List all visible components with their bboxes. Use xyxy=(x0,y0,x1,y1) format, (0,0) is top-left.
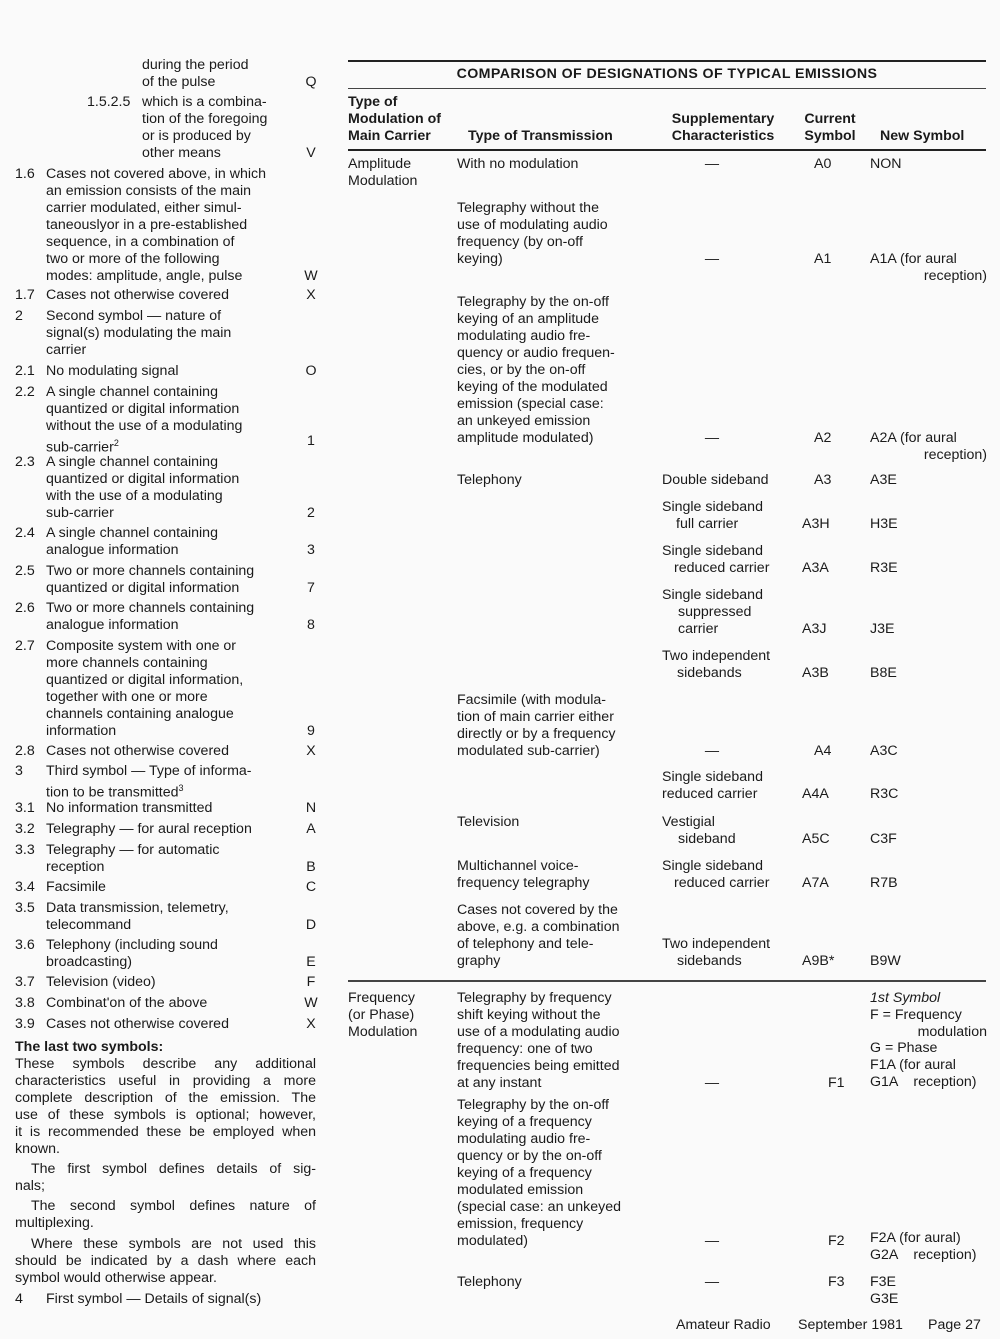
item-text-line: which is a combina- xyxy=(142,94,267,110)
paragraph-line: symbol would otherwise appear. xyxy=(15,1270,217,1286)
current-symbol: A3H xyxy=(802,516,830,532)
header-new: New Symbol xyxy=(880,128,965,144)
new-symbol: NON xyxy=(870,156,902,172)
current-symbol: A3J xyxy=(802,621,827,637)
item-number: 4 xyxy=(15,1291,23,1307)
paragraph-line: Where these symbols are not used this xyxy=(31,1236,316,1252)
transmission-line: keying of an amplitude xyxy=(457,311,599,327)
transmission-line: graphy xyxy=(457,953,501,969)
item-symbol: A xyxy=(306,821,316,837)
item-number: 3.2 xyxy=(15,821,35,837)
item-text-line: tion of the foregoing xyxy=(142,111,268,127)
transmission-line: directly or by a frequency xyxy=(457,726,616,742)
supplementary-line: Double sideband xyxy=(662,472,769,488)
item-number: 1.7 xyxy=(15,287,35,303)
item-symbol: 1 xyxy=(307,433,315,449)
modulation-label: Modulation xyxy=(348,1024,418,1040)
paragraph-line: nals; xyxy=(15,1178,45,1194)
item-text-line: Cases not otherwise covered xyxy=(46,743,229,759)
supplementary-line: Single sideband xyxy=(662,587,763,603)
paragraph-line: use of these symbols is optional; however, xyxy=(15,1107,316,1123)
item-text-line: Two or more channels containing xyxy=(46,600,255,616)
item-symbol: 7 xyxy=(307,580,315,596)
item-symbol: E xyxy=(306,954,316,970)
new-symbol: A3E xyxy=(870,472,897,488)
current-symbol: F2 xyxy=(828,1233,845,1249)
supplementary-line: sidebands xyxy=(677,665,742,681)
supplementary-line: reduced carrier xyxy=(674,560,770,576)
transmission-line: cies, or by the on-off xyxy=(457,362,586,378)
header-modulation: Type of xyxy=(348,94,398,110)
item-symbol: X xyxy=(306,1016,316,1032)
item-number: 3.6 xyxy=(15,937,35,953)
item-text-line: quantized or digital information xyxy=(46,580,240,596)
paragraph-line: multiplexing. xyxy=(15,1215,94,1231)
item-number: 2.4 xyxy=(15,525,35,541)
current-symbol: A3A xyxy=(802,560,829,576)
transmission-line: frequencies being emitted xyxy=(457,1058,620,1074)
item-text-line: Cases not covered above, in which xyxy=(46,166,267,182)
transmission-line: frequency telegraphy xyxy=(457,875,590,891)
item-number: 3.1 xyxy=(15,800,35,816)
supplementary-line: — xyxy=(704,251,720,267)
item-text-line: analogue information xyxy=(46,542,179,558)
paragraph-line: These symbols describe any additional xyxy=(15,1056,316,1072)
item-text-line: without the use of a modulating xyxy=(46,418,243,434)
supplementary-line: Single sideband xyxy=(662,858,763,874)
header-supplementary: Characteristics xyxy=(671,128,775,144)
current-symbol: A2 xyxy=(814,430,832,446)
item-number: 3.8 xyxy=(15,995,35,1011)
transmission-line: With no modulation xyxy=(457,156,579,172)
item-text-line: Telephony (including sound xyxy=(46,937,218,953)
paragraph-line: should be indicated by a dash where each xyxy=(15,1253,316,1269)
item-symbol: 2 xyxy=(307,505,315,521)
current-symbol: A0 xyxy=(814,156,832,172)
item-text-line: Facsimile xyxy=(46,879,106,895)
item-symbol: Q xyxy=(305,74,317,90)
item-text-line: of the pulse xyxy=(142,74,216,90)
item-text-line: carrier modulated, either simul- xyxy=(46,200,242,216)
supplementary-line: sideband xyxy=(678,831,736,847)
item-text-line: telecommand xyxy=(46,917,132,933)
paragraph-line: The first symbol defines details of sig- xyxy=(31,1161,316,1177)
new-symbol: reception) xyxy=(923,447,987,463)
paragraph-line: complete description of the emission. The xyxy=(15,1090,316,1106)
note-heading: 1st Symbol xyxy=(870,990,941,1006)
item-symbol: N xyxy=(305,800,317,816)
item-symbol: W xyxy=(304,995,318,1011)
item-text-line: modes: amplitude, angle, pulse xyxy=(46,268,243,284)
transmission-line: quency or by the on-off xyxy=(457,1148,602,1164)
note-line: F = Frequency xyxy=(870,1007,962,1023)
transmission-line: Television xyxy=(457,814,520,830)
item-number: 3.7 xyxy=(15,974,35,990)
item-text: tion to be transmitted xyxy=(46,784,179,801)
item-number: 2.3 xyxy=(15,454,35,470)
footer-date: September 1981 xyxy=(798,1317,903,1333)
item-text-line: taneouslyor in a pre-established xyxy=(46,217,248,233)
table-top-rule xyxy=(348,60,986,62)
transmission-line: at any instant xyxy=(457,1075,542,1091)
transmission-line: modulated emission xyxy=(457,1182,584,1198)
item-text-line: Combinat'on of the above xyxy=(46,995,208,1011)
header-modulation: Main Carrier xyxy=(348,128,431,144)
transmission-line: use of a modulating audio xyxy=(457,1024,620,1040)
note-line: F1A (for aural xyxy=(870,1057,956,1073)
transmission-line: frequency: one of two xyxy=(457,1041,593,1057)
supplementary-line: reduced carrier xyxy=(662,786,758,802)
new-symbol: A3C xyxy=(870,743,898,759)
transmission-line: (special case: an unkeyed xyxy=(457,1199,622,1215)
supplementary-line: full carrier xyxy=(676,516,739,532)
header-current: Symbol xyxy=(804,128,856,144)
item-text-line: Two or more channels containing xyxy=(46,563,255,579)
item-text-line: No modulating signal xyxy=(46,363,179,379)
transmission-line: Telegraphy by frequency xyxy=(457,990,612,1006)
item-text-line: broadcasting) xyxy=(46,954,132,970)
item-text-line: during the period xyxy=(142,57,249,73)
new-symbol: R3E xyxy=(870,560,898,576)
supplementary-line: reduced carrier xyxy=(674,875,770,891)
current-symbol: A3B xyxy=(802,665,829,681)
item-text-line: A single channel containing xyxy=(46,454,218,470)
transmission-line: keying of a frequency xyxy=(457,1114,592,1130)
item-symbol: 3 xyxy=(307,542,315,558)
transmission-line: frequency (by on-off xyxy=(457,234,583,250)
header-transmission: Type of Transmission xyxy=(468,128,613,144)
paragraph-line: it is recommended these be employed when xyxy=(15,1124,316,1140)
transmission-line: keying) xyxy=(457,251,503,267)
item-symbol: 9 xyxy=(307,723,315,739)
item-symbol: X xyxy=(306,743,316,759)
item-symbol: X xyxy=(306,287,316,303)
new-symbol: R7B xyxy=(870,875,898,891)
item-text-line: other means xyxy=(142,145,221,161)
modulation-label: (or Phase) xyxy=(348,1007,415,1023)
current-symbol: A9B* xyxy=(802,953,835,969)
new-symbol: B8E xyxy=(870,665,897,681)
header-current: Current xyxy=(804,111,856,127)
item-text-line: A single channel containing xyxy=(46,525,218,541)
item-text-line: Data transmission, telemetry, xyxy=(46,900,229,916)
supplementary-line: Two independent xyxy=(662,648,771,664)
item-number: 3 xyxy=(15,763,23,779)
item-text-line: Telegraphy — for aural reception xyxy=(46,821,252,837)
item-text-line: reception xyxy=(46,859,105,875)
supplementary-line: sidebands xyxy=(677,953,742,969)
transmission-line: Telegraphy without the xyxy=(457,200,599,216)
item-text-line: two or more of the following xyxy=(46,251,220,267)
transmission-line: an unkeyed emission xyxy=(457,413,591,429)
modulation-label: Modulation xyxy=(348,173,418,189)
new-symbol: B9W xyxy=(870,953,901,969)
item-symbol: 8 xyxy=(307,617,315,633)
item-text-line: channels containing analogue xyxy=(46,706,234,722)
item-number: 2.1 xyxy=(15,363,35,379)
item-number: 3.9 xyxy=(15,1016,35,1032)
note-line: F2A (for aural) xyxy=(870,1230,961,1246)
paragraph-line: characteristics useful in providing a more xyxy=(15,1073,316,1089)
note-line: F3E xyxy=(870,1274,897,1290)
note-line: modulation xyxy=(917,1024,987,1040)
transmission-line: modulating audio fre- xyxy=(457,328,591,344)
current-symbol: A4A xyxy=(802,786,829,802)
note-line: G = Phase xyxy=(870,1040,938,1056)
new-symbol: R3C xyxy=(870,786,899,802)
table-title: COMPARISON OF DESIGNATIONS OF TYPICAL EMISSIONS xyxy=(456,66,878,82)
paragraph-line: The second symbol defines nature of xyxy=(31,1198,316,1214)
item-text-line: A single channel containing xyxy=(46,384,218,400)
item-text-line: carrier xyxy=(46,342,87,358)
item-text-line: analogue information xyxy=(46,617,179,633)
header-modulation: Modulation of xyxy=(348,111,441,127)
item-text-line: sequence, in a combination of xyxy=(46,234,235,250)
transmission-line: keying of the modulated xyxy=(457,379,608,395)
item-number: 2.5 xyxy=(15,563,35,579)
transmission-line: Cases not covered by the xyxy=(457,902,618,918)
item-symbol: V xyxy=(306,145,316,161)
supplementary-line: — xyxy=(704,743,720,759)
paragraph-line: known. xyxy=(15,1141,60,1157)
note-line: G2A reception) xyxy=(870,1247,977,1263)
note-line: G1A reception) xyxy=(870,1074,977,1090)
transmission-line: modulated sub-carrier) xyxy=(457,743,600,759)
transmission-line: quency or audio frequen- xyxy=(457,345,615,361)
item-text-line: Third symbol — Type of informa- xyxy=(46,763,252,779)
item-text-line: Cases not otherwise covered xyxy=(46,287,229,303)
current-symbol: A4 xyxy=(814,743,832,759)
transmission-line: shift keying without the xyxy=(457,1007,601,1023)
footnote-mark: 3 xyxy=(178,783,184,793)
transmission-line: Telephony xyxy=(457,1274,522,1290)
current-symbol: A5C xyxy=(802,831,830,847)
transmission-line: amplitude modulated) xyxy=(457,430,594,446)
supplementary-line: — xyxy=(704,1075,720,1091)
note-line: G3E xyxy=(870,1291,899,1307)
supplementary-line: — xyxy=(704,1274,720,1290)
item-number: 2.2 xyxy=(15,384,35,400)
supplementary-line: — xyxy=(704,1233,720,1249)
item-text-line: Cases not otherwise covered xyxy=(46,1016,229,1032)
item-symbol: D xyxy=(305,917,317,933)
current-symbol: A1 xyxy=(814,251,832,267)
transmission-line: tion of main carrier either xyxy=(457,709,614,725)
item-number: 2 xyxy=(15,308,23,324)
item-number: 3.3 xyxy=(15,842,35,858)
modulation-label: Amplitude xyxy=(348,156,412,172)
item-symbol: C xyxy=(305,879,317,895)
item-text-line: information xyxy=(46,723,117,739)
item-text-line xyxy=(46,780,184,802)
footnote-mark: 2 xyxy=(113,438,119,448)
transmission-line: modulated) xyxy=(457,1233,528,1249)
item-text-line: First symbol — Details of signal(s) xyxy=(46,1291,262,1307)
item-symbol: B xyxy=(306,859,316,875)
new-symbol: A2A (for aural xyxy=(870,430,957,446)
new-symbol: A1A (for aural xyxy=(870,251,957,267)
item-symbol: F xyxy=(306,974,316,990)
item-symbol: O xyxy=(305,363,317,379)
item-text-line: together with one or more xyxy=(46,689,208,705)
transmission-line: Telegraphy by the on-off xyxy=(457,294,609,310)
item-text-line: sub-carrier xyxy=(46,505,114,521)
table-title-rule xyxy=(348,88,986,89)
current-symbol: A3 xyxy=(814,472,832,488)
supplementary-line: Single sideband xyxy=(662,543,763,559)
transmission-line: modulating audio fre- xyxy=(457,1131,591,1147)
supplementary-line: Two independent xyxy=(662,936,771,952)
item-number: 3.5 xyxy=(15,900,35,916)
current-symbol: F1 xyxy=(828,1075,845,1091)
transmission-line: use of modulating audio xyxy=(457,217,608,233)
item-number: 2.7 xyxy=(15,638,35,654)
supplementary-line: Single sideband xyxy=(662,769,763,785)
transmission-line: of telephony and tele- xyxy=(457,936,594,952)
transmission-line: emission (special case: xyxy=(457,396,604,412)
current-symbol: F3 xyxy=(828,1274,845,1290)
item-text-line: Second symbol — nature of xyxy=(46,308,222,324)
supplementary-line: Single sideband xyxy=(662,499,763,515)
new-symbol: H3E xyxy=(870,516,898,532)
item-text-line: or is produced by xyxy=(142,128,251,144)
item-text-line: signal(s) modulating the main xyxy=(46,325,232,341)
item-number: 2.6 xyxy=(15,600,35,616)
supplementary-line: — xyxy=(704,156,720,172)
item-text-line: No information transmitted xyxy=(46,800,213,816)
item-text-line: quantized or digital information xyxy=(46,471,240,487)
item-symbol: W xyxy=(304,268,318,284)
section-divider xyxy=(348,980,986,982)
item-text-line: Composite system with one or xyxy=(46,638,237,654)
new-symbol: J3E xyxy=(870,621,895,637)
item-text-line: Television (video) xyxy=(46,974,156,990)
transmission-line: Telephony xyxy=(457,472,522,488)
modulation-label: Frequency xyxy=(348,990,416,1006)
item-text-line: Telegraphy — for automatic xyxy=(46,842,220,858)
transmission-line: Multichannel voice- xyxy=(457,858,579,874)
footer-magazine: Amateur Radio xyxy=(676,1317,771,1333)
item-text-line: more channels containing xyxy=(46,655,208,671)
footer-page: Page 27 xyxy=(928,1317,981,1333)
header-bottom-rule xyxy=(348,149,986,151)
item-text: sub-carrier xyxy=(46,439,114,456)
new-symbol: C3F xyxy=(870,831,897,847)
item-text-line: with the use of a modulating xyxy=(46,488,223,504)
item-text-line: quantized or digital information, xyxy=(46,672,244,688)
item-text-line: quantized or digital information xyxy=(46,401,240,417)
item-number: 1.6 xyxy=(15,166,35,182)
section-heading: The last two symbols: xyxy=(15,1039,164,1055)
transmission-line: Facsimile (with modula- xyxy=(457,692,607,708)
transmission-line: Telegraphy by the on-off xyxy=(457,1097,609,1113)
current-symbol: A7A xyxy=(802,875,829,891)
item-number: 1.5.2.5 xyxy=(87,94,131,110)
item-text-line: an emission consists of the main xyxy=(46,183,252,199)
header-supplementary: Supplementary xyxy=(671,111,775,127)
transmission-line: keying of a frequency xyxy=(457,1165,592,1181)
supplementary-line: suppressed xyxy=(678,604,752,620)
transmission-line: emission, frequency xyxy=(457,1216,584,1232)
transmission-line: above, e.g. a combination xyxy=(457,919,620,935)
supplementary-line: carrier xyxy=(678,621,719,637)
supplementary-line: — xyxy=(704,430,720,446)
item-number: 2.8 xyxy=(15,743,35,759)
new-symbol: reception) xyxy=(923,268,987,284)
item-number: 3.4 xyxy=(15,879,35,895)
supplementary-line: Vestigial xyxy=(662,814,715,830)
